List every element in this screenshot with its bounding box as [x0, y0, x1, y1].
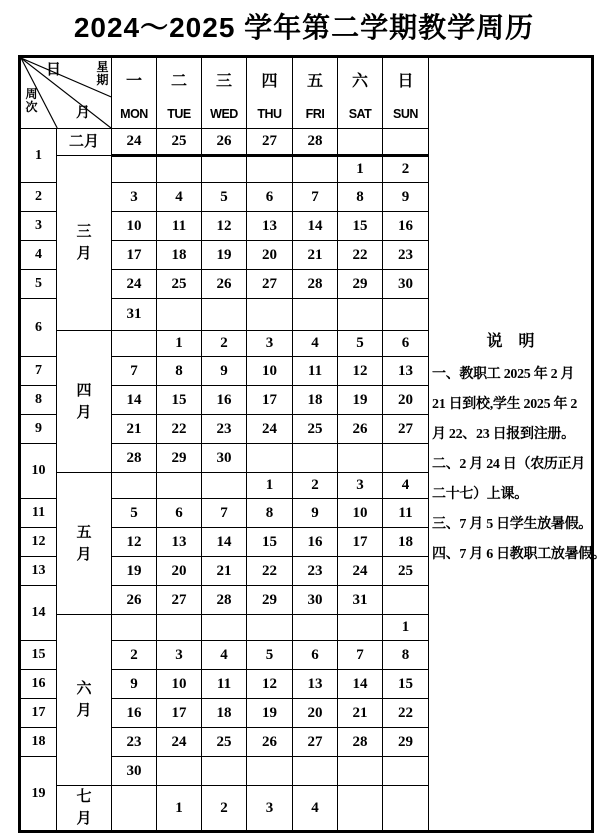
- notes-line: 月 22、23 日报到注册。: [432, 427, 575, 442]
- date-cell: 21: [293, 241, 338, 270]
- empty-date-cell: [202, 757, 247, 786]
- empty-date-cell: [112, 786, 157, 832]
- date-cell: 22: [338, 241, 383, 270]
- empty-date-cell: [112, 615, 157, 641]
- notes-line: 21 日到校,学生 2025 年 2: [432, 397, 578, 412]
- date-cell: 9: [383, 183, 429, 212]
- date-cell: 14: [338, 670, 383, 699]
- weekday-en: MON: [120, 106, 148, 121]
- notes-line: 四、7 月 6 日教职工放暑假。: [432, 547, 606, 562]
- date-cell: 27: [157, 586, 202, 615]
- date-cell: 15: [338, 212, 383, 241]
- date-cell: 9: [293, 499, 338, 528]
- date-cell: 7: [338, 641, 383, 670]
- date-cell: 17: [157, 699, 202, 728]
- notes-line: 一、教职工 2025 年 2 月: [432, 367, 575, 382]
- weekday-en: SUN: [393, 106, 418, 121]
- date-cell: 11: [202, 670, 247, 699]
- weekday-cn: 四: [261, 72, 278, 90]
- date-cell: 15: [157, 386, 202, 415]
- date-cell: 5: [202, 183, 247, 212]
- date-cell: 18: [202, 699, 247, 728]
- empty-date-cell: [293, 299, 338, 331]
- date-cell: 30: [293, 586, 338, 615]
- date-cell: 14: [293, 212, 338, 241]
- weekday-en: TUE: [167, 106, 191, 121]
- date-cell: 16: [383, 212, 429, 241]
- date-cell: 23: [112, 728, 157, 757]
- date-cell: 3: [338, 473, 383, 499]
- notes-line: 三、7 月 5 日学生放暑假。: [432, 517, 592, 532]
- corner-label-day: 日: [46, 61, 62, 78]
- weekday-en: SAT: [348, 106, 372, 121]
- date-cell: 13: [247, 212, 293, 241]
- date-cell: 26: [202, 129, 247, 156]
- weekday-header-fri: [293, 57, 338, 129]
- corner-label-month: 月: [76, 104, 90, 120]
- date-cell: 11: [293, 357, 338, 386]
- date-cell: 21: [202, 557, 247, 586]
- date-cell: 26: [112, 586, 157, 615]
- date-cell: 28: [338, 728, 383, 757]
- empty-date-cell: [247, 615, 293, 641]
- date-cell: 9: [202, 357, 247, 386]
- empty-date-cell: [247, 444, 293, 473]
- weekday-en: FRI: [305, 106, 325, 121]
- date-cell: 4: [157, 183, 202, 212]
- week-number-cell: 4: [20, 241, 57, 270]
- empty-date-cell: [202, 299, 247, 331]
- empty-date-cell: [112, 473, 157, 499]
- weekday-header-tue: [157, 57, 202, 129]
- date-cell: 8: [157, 357, 202, 386]
- week-number-cell: 1: [20, 129, 57, 183]
- empty-date-cell: [383, 786, 429, 832]
- date-cell: 3: [157, 641, 202, 670]
- date-cell: 24: [112, 129, 157, 156]
- weekday-header-thu: [247, 57, 293, 129]
- date-cell: 7: [112, 357, 157, 386]
- week-number-cell: 11: [20, 499, 57, 528]
- empty-date-cell: [157, 473, 202, 499]
- date-cell: 2: [112, 641, 157, 670]
- date-cell: 27: [247, 129, 293, 156]
- date-cell: 5: [338, 331, 383, 357]
- teaching-week-calendar-table: [18, 55, 606, 833]
- date-cell: 16: [112, 699, 157, 728]
- empty-date-cell: [338, 299, 383, 331]
- week-number-cell: 16: [20, 670, 57, 699]
- month-cell: 三 月: [57, 156, 112, 331]
- corner-label-week-no: 周次: [25, 87, 38, 114]
- weekday-header-sat: [338, 57, 383, 129]
- week-number-cell: 15: [20, 641, 57, 670]
- month-cell: 七 月: [57, 786, 112, 832]
- empty-date-cell: [202, 156, 247, 183]
- date-cell: 1: [383, 615, 429, 641]
- date-cell: 29: [247, 586, 293, 615]
- date-cell: 25: [202, 728, 247, 757]
- date-cell: 10: [247, 357, 293, 386]
- month-cell: 六 月: [57, 615, 112, 786]
- date-cell: 30: [202, 444, 247, 473]
- corner-header-cell: [20, 57, 112, 129]
- week-number-cell: 18: [20, 728, 57, 757]
- date-cell: 3: [247, 331, 293, 357]
- week-number-cell: 6: [20, 299, 57, 357]
- empty-date-cell: [338, 615, 383, 641]
- date-cell: 1: [157, 786, 202, 832]
- week-number-cell: 10: [20, 444, 57, 499]
- date-cell: 13: [157, 528, 202, 557]
- date-cell: 23: [293, 557, 338, 586]
- weekday-en: WED: [210, 106, 238, 121]
- week-number-cell: 17: [20, 699, 57, 728]
- date-cell: 12: [247, 670, 293, 699]
- date-cell: 7: [202, 499, 247, 528]
- week-number-cell: 19: [20, 757, 57, 832]
- weekday-cn: 二: [170, 72, 187, 90]
- empty-date-cell: [338, 786, 383, 832]
- date-cell: 11: [157, 212, 202, 241]
- weekday-header-sun: [383, 57, 429, 129]
- week-number-cell: 8: [20, 386, 57, 415]
- date-cell: 24: [157, 728, 202, 757]
- date-cell: 23: [383, 241, 429, 270]
- weekday-en: THU: [257, 106, 282, 121]
- empty-date-cell: [383, 444, 429, 473]
- date-cell: 25: [293, 415, 338, 444]
- date-cell: 24: [247, 415, 293, 444]
- empty-date-cell: [157, 299, 202, 331]
- month-cell: 四 月: [57, 331, 112, 473]
- date-cell: 26: [338, 415, 383, 444]
- date-cell: 20: [247, 241, 293, 270]
- week-number-cell: 7: [20, 357, 57, 386]
- date-cell: 16: [202, 386, 247, 415]
- weekday-cn: 日: [397, 72, 414, 90]
- date-cell: 13: [383, 357, 429, 386]
- date-cell: 4: [202, 641, 247, 670]
- date-cell: 26: [202, 270, 247, 299]
- date-cell: 8: [247, 499, 293, 528]
- date-cell: 8: [383, 641, 429, 670]
- empty-date-cell: [247, 757, 293, 786]
- week-number-cell: 12: [20, 528, 57, 557]
- date-cell: 17: [338, 528, 383, 557]
- date-cell: 31: [338, 586, 383, 615]
- date-cell: 1: [247, 473, 293, 499]
- date-cell: 13: [293, 670, 338, 699]
- empty-date-cell: [383, 299, 429, 331]
- date-cell: 26: [247, 728, 293, 757]
- date-cell: 24: [338, 557, 383, 586]
- empty-date-cell: [202, 473, 247, 499]
- date-cell: 10: [157, 670, 202, 699]
- date-cell: 8: [338, 183, 383, 212]
- weekday-cn: 一: [125, 72, 142, 90]
- date-cell: 29: [157, 444, 202, 473]
- date-cell: 14: [202, 528, 247, 557]
- date-cell: 25: [383, 557, 429, 586]
- date-cell: 18: [383, 528, 429, 557]
- date-cell: 3: [112, 183, 157, 212]
- date-cell: 19: [112, 557, 157, 586]
- notes-block: [429, 58, 606, 570]
- date-cell: 28: [293, 270, 338, 299]
- date-cell: 22: [157, 415, 202, 444]
- date-cell: 24: [112, 270, 157, 299]
- date-cell: 1: [157, 331, 202, 357]
- date-cell: 29: [338, 270, 383, 299]
- empty-date-cell: [383, 757, 429, 786]
- corner-label-weekday: 星期: [96, 60, 109, 87]
- empty-date-cell: [247, 299, 293, 331]
- date-cell: 15: [247, 528, 293, 557]
- month-cell: 五 月: [57, 473, 112, 615]
- date-cell: 25: [157, 270, 202, 299]
- empty-date-cell: [247, 156, 293, 183]
- notes-cell: [429, 57, 606, 832]
- date-cell: 23: [202, 415, 247, 444]
- date-cell: 16: [293, 528, 338, 557]
- date-cell: 27: [247, 270, 293, 299]
- date-cell: 20: [383, 386, 429, 415]
- date-cell: 10: [338, 499, 383, 528]
- date-cell: 3: [247, 786, 293, 832]
- date-cell: 6: [293, 641, 338, 670]
- week-number-cell: 2: [20, 183, 57, 212]
- date-cell: 18: [293, 386, 338, 415]
- week-number-cell: 9: [20, 415, 57, 444]
- weekday-cn: 六: [351, 72, 368, 90]
- date-cell: 2: [202, 786, 247, 832]
- weekday-header-mon: [112, 57, 157, 129]
- date-cell: 27: [293, 728, 338, 757]
- notes-line: 二、2 月 24 日（农历正月: [432, 457, 585, 472]
- date-cell: 21: [112, 415, 157, 444]
- date-cell: 22: [247, 557, 293, 586]
- date-cell: 12: [338, 357, 383, 386]
- empty-date-cell: [293, 444, 338, 473]
- date-cell: 20: [293, 699, 338, 728]
- date-cell: 28: [293, 129, 338, 156]
- empty-date-cell: [383, 586, 429, 615]
- date-cell: 4: [383, 473, 429, 499]
- date-cell: 6: [383, 331, 429, 357]
- month-cell: 二月: [57, 129, 112, 156]
- empty-date-cell: [338, 757, 383, 786]
- date-cell: 25: [157, 129, 202, 156]
- date-cell: 9: [112, 670, 157, 699]
- empty-date-cell: [383, 129, 429, 156]
- week-number-cell: 5: [20, 270, 57, 299]
- date-cell: 22: [383, 699, 429, 728]
- date-cell: 21: [338, 699, 383, 728]
- date-cell: 29: [383, 728, 429, 757]
- empty-date-cell: [293, 615, 338, 641]
- date-cell: 15: [383, 670, 429, 699]
- date-cell: 19: [247, 699, 293, 728]
- notes-title: 说 明: [486, 333, 535, 350]
- date-cell: 4: [293, 786, 338, 832]
- empty-date-cell: [293, 757, 338, 786]
- page-title: 2024～2025 学年第二学期教学周历: [73, 12, 535, 43]
- week-number-cell: 3: [20, 212, 57, 241]
- date-cell: 28: [202, 586, 247, 615]
- date-cell: 18: [157, 241, 202, 270]
- date-cell: 1: [338, 156, 383, 183]
- empty-date-cell: [293, 156, 338, 183]
- empty-date-cell: [157, 156, 202, 183]
- header-row: [20, 57, 593, 129]
- date-cell: 6: [247, 183, 293, 212]
- date-cell: 4: [293, 331, 338, 357]
- date-cell: 12: [202, 212, 247, 241]
- date-cell: 2: [293, 473, 338, 499]
- empty-date-cell: [112, 156, 157, 183]
- date-cell: 31: [112, 299, 157, 331]
- date-cell: 2: [202, 331, 247, 357]
- date-cell: 12: [112, 528, 157, 557]
- weekday-cn: 三: [215, 72, 232, 90]
- empty-date-cell: [157, 757, 202, 786]
- date-cell: 30: [383, 270, 429, 299]
- date-cell: 5: [112, 499, 157, 528]
- date-cell: 14: [112, 386, 157, 415]
- date-cell: 11: [383, 499, 429, 528]
- date-cell: 28: [112, 444, 157, 473]
- date-cell: 10: [112, 212, 157, 241]
- week-number-cell: 13: [20, 557, 57, 586]
- empty-date-cell: [157, 615, 202, 641]
- date-cell: 7: [293, 183, 338, 212]
- empty-date-cell: [112, 331, 157, 357]
- date-cell: 19: [338, 386, 383, 415]
- empty-date-cell: [202, 615, 247, 641]
- week-number-cell: 14: [20, 586, 57, 641]
- weekday-cn: 五: [306, 72, 323, 90]
- empty-date-cell: [338, 444, 383, 473]
- date-cell: 30: [112, 757, 157, 786]
- date-cell: 20: [157, 557, 202, 586]
- weekday-header-wed: [202, 57, 247, 129]
- date-cell: 19: [202, 241, 247, 270]
- date-cell: 17: [247, 386, 293, 415]
- date-cell: 5: [247, 641, 293, 670]
- notes-line: 二十七）上课。: [432, 487, 528, 502]
- date-cell: 27: [383, 415, 429, 444]
- date-cell: 6: [157, 499, 202, 528]
- date-cell: 2: [383, 156, 429, 183]
- date-cell: 17: [112, 241, 157, 270]
- empty-date-cell: [338, 129, 383, 156]
